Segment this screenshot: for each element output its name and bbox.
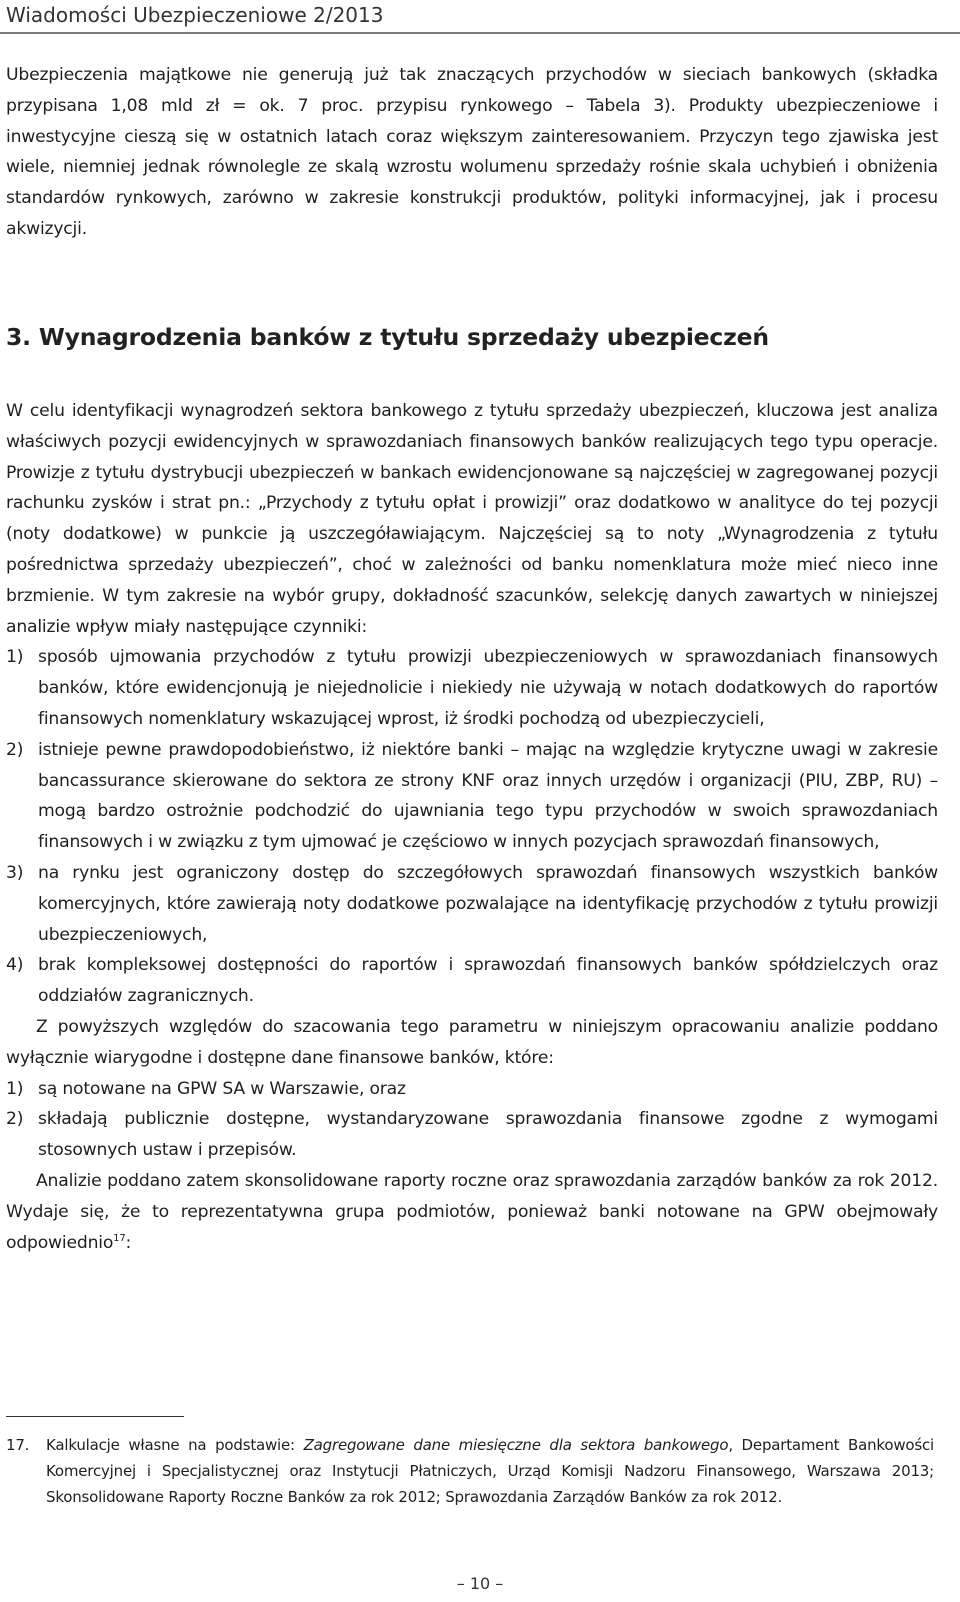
criterion-text: składają publicznie dostępne, wystandaryzowane sprawozdania finansowe zgodne z wymogami stosownych ustaw i przepisów. xyxy=(38,1109,938,1161)
footnote-text xyxy=(46,1432,934,1510)
factor-item xyxy=(6,950,938,1012)
criterion-number: 2) xyxy=(6,1109,24,1130)
section-body xyxy=(6,396,938,1258)
factor-item xyxy=(6,642,938,734)
paragraph-2: Z powyższych względów do szacowania tego parametru w niniejszym opracowaniu analizie poddano wyłącznie wiarygodne i dostępne dane finansowe banków, które: xyxy=(6,1016,938,1068)
running-header xyxy=(0,0,960,36)
footnote-number: 17. xyxy=(6,1436,30,1454)
intro-paragraph: Ubezpieczenia majątkowe nie generują już tak znaczących przychodów w sieciach bankowych (składka przypisana 1,08 mld zł = ok. 7 proc. przypisu rynkowego – Tabela 3). Produkty ubezpieczeniowe i inwestycyjne cieszą się w ostatnich latach coraz większym zainteresowaniem. Przyczyn tego zjawiska jest wiele, niemniej jednak równolegle ze skalą wzrostu wolumenu sprzedaży rośnie skala uchybień i obniżenia standardów rynkowych, zarówno w zakresie konstrukcji produktów, polityki informacyjnej, jak i procesu akwizycji. xyxy=(6,65,938,239)
paragraph-3 xyxy=(6,1166,938,1258)
factor-text: sposób ujmowania przychodów z tytułu prowizji ubezpieczeniowych w sprawozdaniach finansowych banków, które ewidencjonują je niejednolicie i niekiedy nie używają w notach dodatkowych do raportów finansowych nomenklatury wskazującej wprost, iż środki pochodzą od ubezpieczycieli, xyxy=(38,647,938,729)
factor-item xyxy=(6,858,938,950)
criterion-item xyxy=(6,1104,938,1166)
paragraph-3-end: : xyxy=(125,1232,132,1253)
page-number: – 10 – xyxy=(456,1574,504,1593)
factor-text: na rynku jest ograniczony dostęp do szczegółowych sprawozdań finansowych wszystkich banków komercyjnych, które zawierają noty dodatkowe pozwalające na identyfikację przychodów z tytułu prowizji ubezpieczeniowych, xyxy=(38,862,938,945)
footnote-rest: , Departament Bankowości Komercyjnej i Specjalistycznej oraz Instytucji Płatniczych, Urząd Komisji Nadzoru Finansowego, Warszawa 2013; Skonsolidowane Raporty Roczne Banków za rok 2012; Sprawozdania Zarządów Banków za rok 2012. xyxy=(46,1436,934,1506)
criterion-item xyxy=(6,1074,938,1105)
footnote-ref[interactable]: 17 xyxy=(113,1232,126,1244)
footnote xyxy=(6,1432,934,1510)
header-divider xyxy=(0,32,960,34)
footnote-source-title: Zagregowane dane miesięczne dla sektora bankowego xyxy=(303,1436,729,1454)
paragraph-1: W celu identyfikacji wynagrodzeń sektora bankowego z tytułu sprzedaży ubezpieczeń, kluczowa jest analiza właściwych pozycji ewidencyjnych w sprawozdaniach finansowych banków realizujących tego typu operacje. Prowizje z tytułu dystrybucji ubezpieczeń w bankach ewidencjonowane są najczęściej w zagregowanej pozycji rachunku zysków i strat pn.: „Przychody z tytułu opłat i prowizji” oraz dodatkowo w analityce do tej pozycji (noty dodatkowe) w punkcie ją uszczegóławiającym. Najczęściej są to noty „Wynagrodzenia z tytułu pośrednictwa sprzedaży ubezpieczeń”, choć w zależności od banku nomenklatura może mieć nieco inne brzmienie. W tym zakresie na wybór grupy, dokładność szacunków, selekcję danych zawartych w niniejszej analizie wpływ miały następujące czynniki: xyxy=(6,401,938,637)
factor-text: brak kompleksowej dostępności do raportów i sprawozdań finansowych banków spółdzielczych oraz oddziałów zagranicznych. xyxy=(38,955,938,1007)
footnote-divider xyxy=(6,1416,184,1417)
factor-number: 2) xyxy=(6,739,24,760)
footnote-lead: Kalkulacje własne na podstawie: xyxy=(46,1436,304,1454)
intro-block xyxy=(6,60,938,245)
section-heading: 3. Wynagrodzenia banków z tytułu sprzedaży ubezpieczeń xyxy=(6,323,769,351)
criterion-text: są notowane na GPW SA w Warszawie, oraz xyxy=(38,1078,406,1099)
factor-number: 1) xyxy=(6,647,24,668)
factor-number: 3) xyxy=(6,862,24,883)
journal-title: Wiadomości Ubezpieczeniowe 2/2013 xyxy=(6,3,384,27)
factor-item xyxy=(6,735,938,858)
factor-number: 4) xyxy=(6,955,24,976)
factor-text: istnieje pewne prawdopodobieństwo, iż niektóre banki – mając na względzie krytyczne uwagi w zakresie bancassurance skierowane do sektora ze strony KNF oraz innych urzędów i organizacji (PIU, ZBP, RU) – mogą bardzo ostrożnie podchodzić do ujawniania tego typu przychodów w swoich sprawozdaniach finansowych i w związku z tym ujmować je częściowo w innych pozycjach sprawozdań finansowych, xyxy=(38,739,938,853)
criterion-number: 1) xyxy=(6,1078,24,1099)
paragraph-3-text: Analizie poddano zatem skonsolidowane raporty roczne oraz sprawozdania zarządów banków za rok 2012. Wydaje się, że to reprezentatywna grupa podmiotów, ponieważ banki notowane na GPW obejmowały odpowiednio xyxy=(6,1170,938,1253)
